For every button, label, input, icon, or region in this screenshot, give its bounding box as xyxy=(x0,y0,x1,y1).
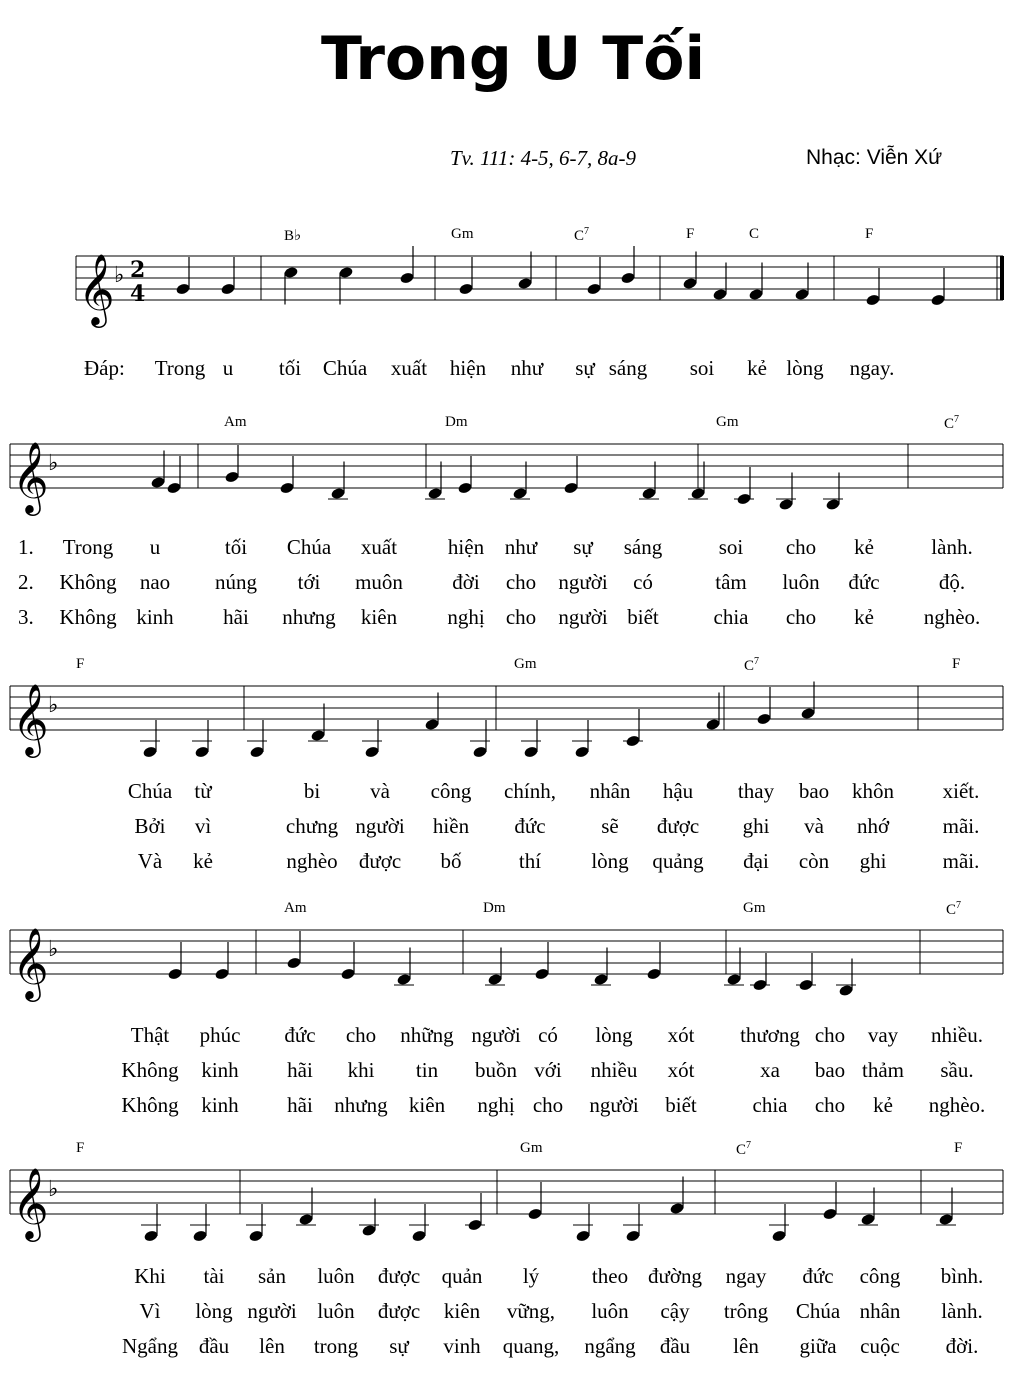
lyric-syllable: sự xyxy=(575,356,595,380)
lyric-syllable: phúc xyxy=(199,1023,241,1047)
lyric-syllable: như xyxy=(504,535,538,559)
lyric-syllable: sáng xyxy=(608,356,648,380)
chord-symbol: F xyxy=(76,1140,85,1156)
lyric-syllable: cậy xyxy=(660,1299,690,1323)
lyric-syllable: u xyxy=(149,535,161,559)
chord-symbol: Gm xyxy=(451,226,474,242)
lyric-syllable: tin xyxy=(415,1058,439,1082)
lyric-syllable: Không xyxy=(59,570,117,594)
lyric-syllable: xót xyxy=(667,1058,695,1082)
chord-symbol: F xyxy=(954,1140,963,1156)
lyric-syllable: cho xyxy=(345,1023,377,1047)
lyric-syllable: vay xyxy=(867,1023,899,1047)
lyric-syllable: mãi. xyxy=(942,849,980,873)
lyric-syllable: hãi xyxy=(223,605,249,629)
chord-symbol: F xyxy=(76,656,85,672)
lyric-syllable: biết xyxy=(627,605,659,629)
chord-symbol: B♭ xyxy=(284,228,302,244)
lyric-syllable: Bởi xyxy=(134,814,166,838)
lyric-syllable: ngay xyxy=(725,1264,767,1288)
note-head xyxy=(192,1229,207,1242)
note-head xyxy=(361,1224,376,1237)
lyric-syllable: quang, xyxy=(502,1334,560,1358)
flat-key-signature-icon: ♭ xyxy=(48,693,59,718)
lyric-syllable: đức xyxy=(284,1023,316,1047)
lyric-syllable: biết xyxy=(665,1093,697,1117)
lyric-syllable: Không xyxy=(59,605,117,629)
lyric-line xyxy=(0,1264,1026,1290)
lyric-syllable: bao xyxy=(798,779,830,803)
lyric-syllable: ngẩng xyxy=(584,1334,636,1358)
note-head xyxy=(625,1229,640,1242)
scripture-reference: Tv. 111: 4-5, 6-7, 8a-9 xyxy=(450,146,637,170)
lyric-syllable: nhưng xyxy=(282,605,336,629)
flat-key-signature-icon: ♭ xyxy=(48,451,59,476)
lyric-syllable: Chúa xyxy=(795,1299,841,1323)
lyric-syllable: kiên xyxy=(408,1093,446,1117)
chord-symbol: $C^7$ xyxy=(736,1140,752,1158)
lyric-syllable: đầu xyxy=(659,1334,691,1358)
lyric-syllable: lành. xyxy=(931,535,973,559)
note-head xyxy=(938,1213,953,1226)
lyric-syllable: những xyxy=(400,1023,454,1047)
lyric-syllable: vinh xyxy=(443,1334,481,1358)
lyric-syllable: luôn xyxy=(317,1299,355,1323)
lyric-syllable: bình. xyxy=(940,1264,984,1288)
treble-clef-icon: 𝄞 xyxy=(12,926,49,999)
chord-seventh-mark: 7 xyxy=(584,226,590,237)
lyric-syllable: buồn xyxy=(475,1058,517,1082)
lyric-syllable: được xyxy=(358,849,402,873)
lyric-syllable: kiên xyxy=(443,1299,481,1323)
verse-label: 2. xyxy=(18,570,34,594)
lyric-syllable: kinh xyxy=(136,605,174,629)
verse-label: 1. xyxy=(18,535,34,559)
note-head xyxy=(143,1229,158,1242)
lyric-syllable: soi xyxy=(718,535,744,559)
note-head xyxy=(771,1229,786,1242)
page-title: Trong U Tối xyxy=(320,24,706,94)
lyric-syllable: sản xyxy=(258,1264,286,1288)
lyric-syllable: cho xyxy=(814,1023,846,1047)
lyric-syllable: khôn xyxy=(852,779,894,803)
lyric-syllable: xuất xyxy=(360,535,398,559)
lyric-syllable: và xyxy=(370,779,390,803)
note-head xyxy=(575,1229,590,1242)
lyric-line xyxy=(0,1299,1026,1325)
flat-key-signature-icon: ♭ xyxy=(48,937,59,962)
lyric-syllable: Khi xyxy=(134,1264,166,1288)
chord-symbol: Dm xyxy=(445,414,468,430)
lyric-line xyxy=(0,1334,1026,1360)
chord-symbol: $C^7$ xyxy=(744,656,760,674)
lyric-syllable: mãi. xyxy=(942,814,980,838)
lyric-syllable: tới xyxy=(297,570,321,594)
lyric-syllable: cho xyxy=(814,1093,846,1117)
lyric-syllable: Trong xyxy=(154,356,206,380)
verse-label: 3. xyxy=(18,605,34,629)
lyric-syllable: u xyxy=(222,356,234,380)
lyric-syllable: Chúa xyxy=(127,779,173,803)
lyric-syllable: hãi xyxy=(287,1093,313,1117)
note-head xyxy=(860,1213,875,1226)
lyric-syllable: luôn xyxy=(782,570,820,594)
lyric-syllable: sẽ xyxy=(601,814,619,838)
lyric-syllable: bao xyxy=(814,1058,846,1082)
lyric-syllable: ngay. xyxy=(849,356,895,380)
lyric-syllable: hiện xyxy=(447,535,485,559)
lyric-syllable: người xyxy=(558,570,608,594)
chord-symbol: Gm xyxy=(514,656,537,672)
chord-symbol: Dm xyxy=(483,900,506,916)
lyric-syllable: tâm xyxy=(715,570,747,594)
lyric-syllable: thương xyxy=(740,1023,800,1047)
note-head xyxy=(298,1213,313,1226)
lyric-syllable: kinh xyxy=(201,1093,239,1117)
lyric-syllable: vững, xyxy=(506,1299,556,1323)
lyric-syllable: cho xyxy=(505,570,537,594)
lyric-syllable: nghèo. xyxy=(928,1093,986,1117)
lyric-syllable: đời xyxy=(452,570,480,594)
lyric-syllable: từ xyxy=(194,779,212,803)
treble-clef-icon: 𝄞 xyxy=(12,440,49,513)
lyric-syllable: nghèo. xyxy=(923,605,981,629)
lyric-syllable: Chúa xyxy=(286,535,332,559)
lyric-syllable: Ngẩng xyxy=(122,1334,178,1358)
lyric-syllable: trông xyxy=(723,1299,769,1323)
lyric-syllable: trong xyxy=(313,1334,359,1358)
lyric-syllable: người xyxy=(589,1093,639,1117)
lyric-syllable: luôn xyxy=(317,1264,355,1288)
lyric-syllable: như xyxy=(510,356,544,380)
lyric-syllable: nhớ xyxy=(856,814,890,838)
lyric-syllable: Không xyxy=(121,1093,179,1117)
lyric-syllable: Vì xyxy=(139,1299,161,1323)
lyric-syllable: hiền xyxy=(432,814,470,838)
lyric-syllable: xiết. xyxy=(942,779,980,803)
lyric-syllable: tài xyxy=(203,1264,225,1288)
lyric-syllable: Không xyxy=(121,1058,179,1082)
lyric-syllable: người xyxy=(558,605,608,629)
lyric-syllable: được xyxy=(377,1299,421,1323)
lyric-syllable: người xyxy=(471,1023,521,1047)
lyric-syllable: nhân xyxy=(859,1299,901,1323)
lyric-syllable: bố xyxy=(440,849,462,873)
lyric-syllable: lên xyxy=(733,1334,759,1358)
lyric-syllable: kinh xyxy=(201,1058,239,1082)
lyric-syllable: còn xyxy=(798,849,830,873)
lyric-syllable: đời. xyxy=(945,1334,979,1358)
lyric-syllable: bi xyxy=(303,779,321,803)
chord-symbol: Am xyxy=(284,900,307,916)
lyric-syllable: vì xyxy=(194,814,212,838)
chord-symbol: Gm xyxy=(520,1140,543,1156)
lyric-syllable: cho xyxy=(785,605,817,629)
lyric-syllable: đại xyxy=(743,849,769,873)
time-signature-denominator: 4 xyxy=(130,281,146,307)
lyric-syllable: soi xyxy=(689,356,715,380)
treble-clef-icon: 𝄞 xyxy=(78,252,115,325)
lyric-syllable: thí xyxy=(518,849,542,873)
lyric-syllable: tối xyxy=(278,356,302,380)
lyric-syllable: quản xyxy=(441,1264,483,1288)
lyric-syllable: nhưng xyxy=(334,1093,388,1117)
lyric-syllable: đức xyxy=(514,814,546,838)
chord-seventh-mark: 7 xyxy=(956,900,962,911)
lyric-syllable: người xyxy=(355,814,405,838)
flat-key-signature-icon: ♭ xyxy=(48,1177,59,1202)
lyric-syllable: cho xyxy=(505,605,537,629)
lyric-syllable: chính, xyxy=(504,779,556,803)
lyric-syllable: lòng xyxy=(591,849,629,873)
lyric-syllable: kẻ xyxy=(854,535,874,559)
lyric-syllable: kiên xyxy=(360,605,398,629)
verse-label: Đáp: xyxy=(84,356,125,380)
lyric-syllable: muôn xyxy=(355,570,403,594)
lyric-syllable: khi xyxy=(347,1058,375,1082)
lyric-syllable: được xyxy=(377,1264,421,1288)
lyric-syllable: theo xyxy=(591,1264,629,1288)
lyric-syllable: chưng xyxy=(285,814,339,838)
time-signature-numerator: 2 xyxy=(130,257,146,283)
chord-symbol: F xyxy=(686,226,695,242)
note-head xyxy=(669,1202,684,1215)
chord-symbol: Am xyxy=(224,414,247,430)
note-head xyxy=(527,1207,542,1220)
composer-credit: Nhạc: Viễn Xứ xyxy=(806,146,943,169)
lyric-syllable: kẻ xyxy=(873,1093,893,1117)
lyric-syllable: xa xyxy=(760,1058,780,1082)
lyric-syllable: nghị xyxy=(447,605,485,629)
lyric-syllable: kẻ xyxy=(854,605,874,629)
treble-clef-icon: 𝄞 xyxy=(12,682,49,755)
lyric-syllable: nao xyxy=(139,570,171,594)
lyric-syllable: sự xyxy=(389,1334,409,1358)
lyric-syllable: nghị xyxy=(477,1093,515,1117)
lyric-syllable: lý xyxy=(522,1264,540,1288)
note-head xyxy=(822,1207,837,1220)
lyric-syllable: lòng xyxy=(786,356,824,380)
chord-seventh-mark: 7 xyxy=(954,414,960,425)
lyric-syllable: Thật xyxy=(130,1023,170,1047)
lyric-syllable: ghi xyxy=(859,849,887,873)
lyric-syllable: lành. xyxy=(941,1299,983,1323)
lyric-syllable: hậu xyxy=(662,779,694,803)
lyric-syllable: công xyxy=(859,1264,901,1288)
lyric-syllable: với xyxy=(534,1058,562,1082)
lyric-syllable: sáng xyxy=(623,535,663,559)
lyric-syllable: nghèo xyxy=(286,849,338,873)
flat-key-signature-icon: ♭ xyxy=(114,263,125,288)
lyric-syllable: đức xyxy=(802,1264,834,1288)
lyric-syllable: đường xyxy=(648,1264,702,1288)
lyric-syllable: lòng xyxy=(595,1023,633,1047)
chord-symbol: Gm xyxy=(716,414,739,430)
lyric-syllable: Chúa xyxy=(322,356,368,380)
lyric-syllable: có xyxy=(538,1023,558,1047)
chord-seventh-mark: 7 xyxy=(754,656,760,667)
lyric-syllable: cho xyxy=(532,1093,564,1117)
chord-symbol: $C^7$ xyxy=(574,226,590,244)
note-head xyxy=(248,1229,263,1242)
lyric-syllable: ghi xyxy=(742,814,770,838)
lyric-syllable: nhân xyxy=(589,779,631,803)
lyric-syllable: và xyxy=(804,814,824,838)
lyric-syllable: quảng xyxy=(652,849,704,873)
lyric-syllable: hãi xyxy=(287,1058,313,1082)
lyric-syllable: xót xyxy=(667,1023,695,1047)
chord-seventh-mark: 7 xyxy=(746,1140,752,1151)
lyric-syllable: kẻ xyxy=(747,356,767,380)
chord-symbol: F xyxy=(952,656,961,672)
chord-symbol: C xyxy=(749,226,760,242)
lyric-syllable: giữa xyxy=(799,1334,837,1358)
lyric-syllable: nhiều. xyxy=(931,1023,983,1047)
lyric-syllable: hiện xyxy=(449,356,487,380)
lyric-syllable: có xyxy=(633,570,653,594)
lyric-syllable: cuộc xyxy=(860,1334,900,1358)
lyric-syllable: Trong xyxy=(62,535,114,559)
lyric-syllable: xuất xyxy=(390,356,428,380)
lyric-syllable: thảm xyxy=(862,1058,904,1082)
lyric-syllable: đức xyxy=(848,570,880,594)
lyric-syllable: lòng xyxy=(195,1299,233,1323)
lyric-syllable: lên xyxy=(259,1334,285,1358)
lyric-syllable: người xyxy=(247,1299,297,1323)
lyric-syllable: chia xyxy=(752,1093,788,1117)
lyric-syllable: chia xyxy=(713,605,749,629)
lyric-syllable: cho xyxy=(785,535,817,559)
lyric-syllable: thay xyxy=(737,779,775,803)
note-head xyxy=(411,1229,426,1242)
chord-symbol: F xyxy=(865,226,874,242)
lyric-syllable: sầu. xyxy=(940,1058,974,1082)
treble-clef-icon: 𝄞 xyxy=(12,1166,49,1239)
lyric-syllable: Và xyxy=(137,849,163,873)
chord-symbol: $C^7$ xyxy=(944,414,960,432)
lyric-syllable: nhiều xyxy=(590,1058,638,1082)
lyric-syllable: độ. xyxy=(938,570,966,594)
chord-symbol: Gm xyxy=(743,900,766,916)
lyric-syllable: đầu xyxy=(198,1334,230,1358)
lyric-syllable: kẻ xyxy=(193,849,213,873)
lyric-syllable: tối xyxy=(224,535,248,559)
lyric-syllable: núng xyxy=(215,570,257,594)
lyric-syllable: luôn xyxy=(591,1299,629,1323)
lyric-syllable: công xyxy=(430,779,472,803)
chord-symbol: $C^7$ xyxy=(946,900,962,918)
lyric-syllable: được xyxy=(656,814,700,838)
lyric-syllable: sự xyxy=(573,535,593,559)
